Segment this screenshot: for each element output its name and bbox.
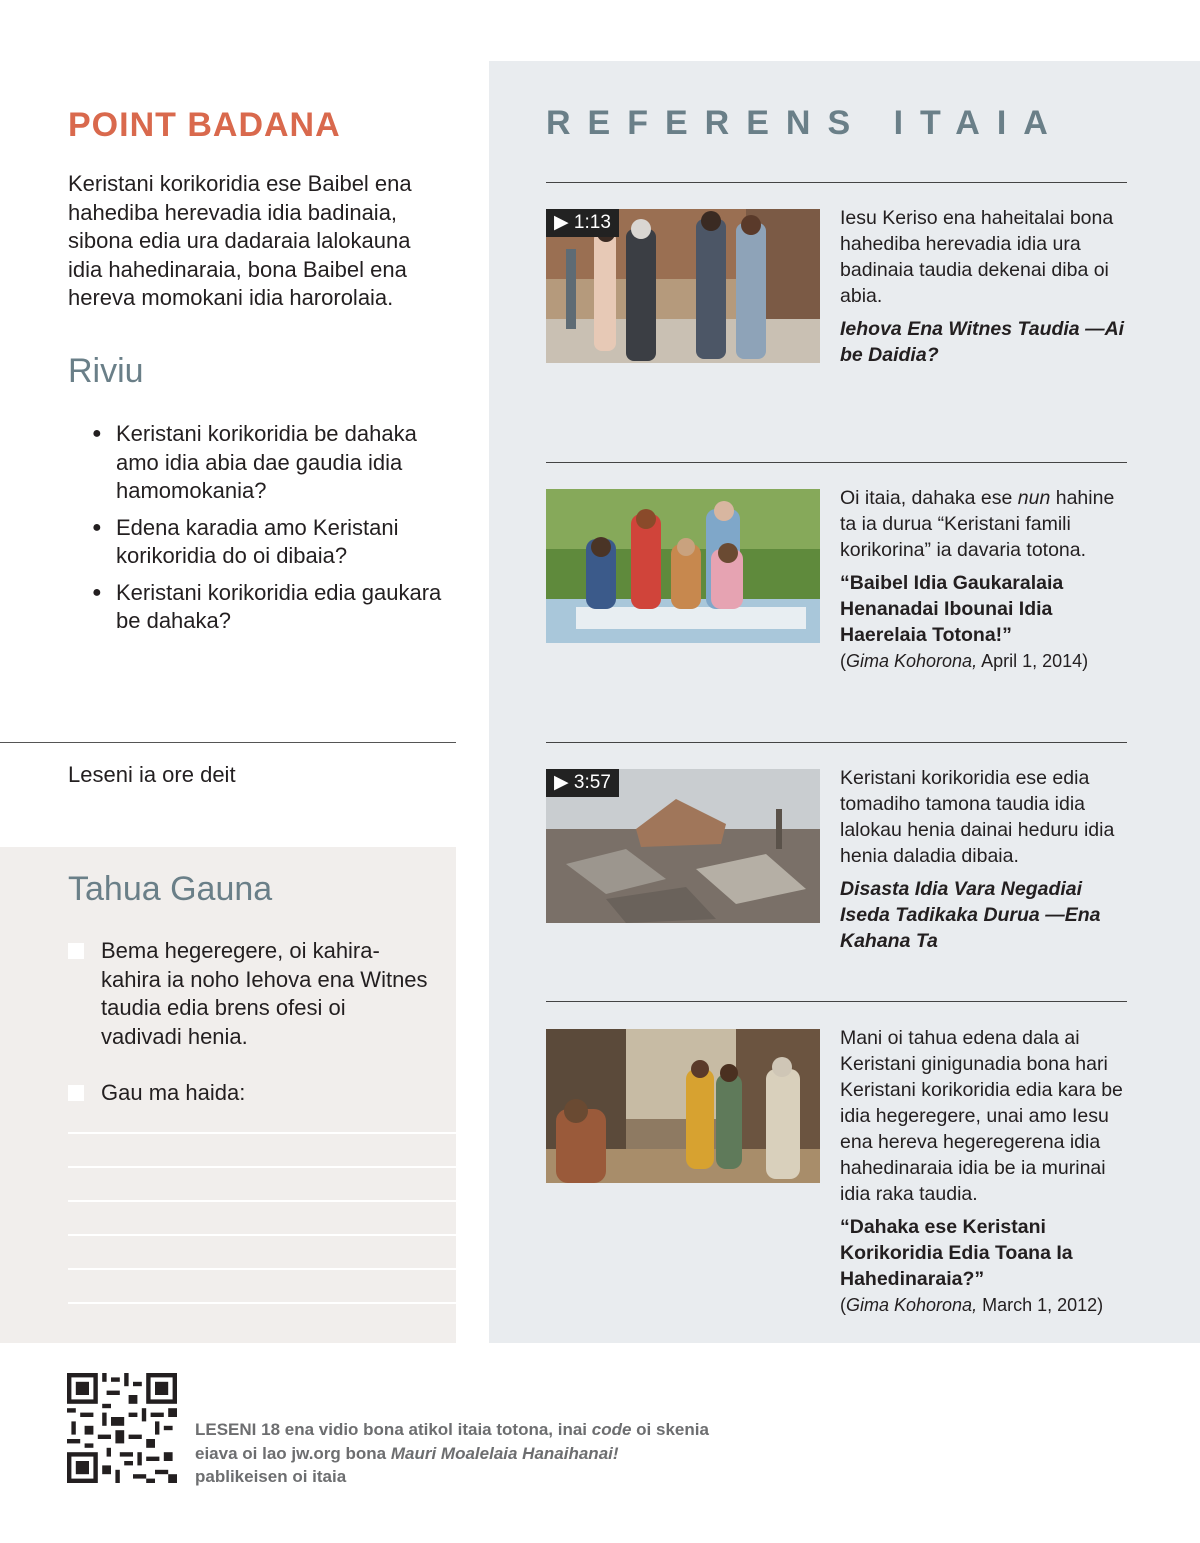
research-item[interactable]: Gau ma haida: xyxy=(68,1079,428,1108)
divider xyxy=(546,462,1127,463)
article-image[interactable] xyxy=(546,1029,820,1183)
video-duration: ▶ 1:13 xyxy=(546,209,619,237)
reference-description: Oi itaia, dahaka ese nun hahine ta ia durua “Keristani famili korikorina” ia davaria totona. xyxy=(840,487,1115,561)
writing-line[interactable] xyxy=(68,1268,456,1270)
family-meal-image xyxy=(546,489,820,643)
reference-source: (Gima Kohorona, April 1, 2014) xyxy=(840,651,1089,671)
reference-description: Keristani korikoridia ese edia tomadiho tamona taudia idia lalokau henia dainai heduru idia henia daladia dibaia. xyxy=(840,767,1115,867)
reference-title-link[interactable]: Disasta Idia Vara Negadiai Iseda Tadikaka Durua —Ena Kahana Ta xyxy=(840,878,1101,952)
writing-line[interactable] xyxy=(68,1302,456,1304)
qr-code[interactable] xyxy=(67,1373,177,1483)
reference-title-link[interactable]: Iehova Ena Witnes Taudia —Ai be Daidia? xyxy=(840,318,1125,366)
research-heading: Tahua Gauna xyxy=(68,870,273,908)
research-item[interactable]: Bema hegeregere, oi kahira-kahira ia noho Iehova ena Witnes taudia edia brens ofesi oi vadivadi henia. xyxy=(68,937,428,1051)
review-item: ● Edena karadia amo Keristani korikoridia do oi dibaia? xyxy=(92,514,399,568)
checkbox[interactable] xyxy=(68,1085,84,1101)
video-duration: ▶ 3:57 xyxy=(546,769,619,797)
review-item: ● Keristani korikoridia be dahaka amo idia abia dae gaudia idia hamomokania? xyxy=(92,421,417,503)
review-list xyxy=(92,420,442,644)
bullet-icon: ● xyxy=(92,425,102,442)
reference-title-link[interactable]: “Baibel Idia Gaukaralaia Henanadai Ibounai Idia Haerelaia Totona!” xyxy=(840,572,1064,646)
first-century-christians-image xyxy=(546,1029,820,1183)
reference-description: Iesu Keriso ena haheitalai bona hahediba herevadia idia ura badinaia taudia dekenai diba oi abia. xyxy=(840,207,1114,307)
article-image[interactable] xyxy=(546,489,820,643)
writing-line[interactable] xyxy=(68,1234,456,1236)
main-point-text: Keristani korikoridia ese Baibel ena hahediba herevadia idia badinaia, sibona edia ura dadaraia lalokauna idia hahedinaraia, bona Baibel ena hereva momokani idia harorolaia. xyxy=(68,171,412,310)
video-thumbnail[interactable] xyxy=(546,769,820,923)
review-heading: Riviu xyxy=(68,352,144,390)
lesson-complete-label[interactable]: Leseni ia ore deit xyxy=(68,762,236,787)
writing-line[interactable] xyxy=(68,1200,456,1202)
bullet-icon: ● xyxy=(92,583,102,601)
writing-line[interactable] xyxy=(68,1166,456,1168)
footer-note: LESENI 18 ena vidio bona atikol itaia totona, inai code oi skenia eiava oi lao jw.org bona Mauri Moalelaia Hanaihanai! pablikeisen oi itaia xyxy=(195,1420,709,1486)
divider xyxy=(546,742,1127,743)
checkbox[interactable] xyxy=(68,943,84,959)
divider xyxy=(546,182,1127,183)
divider xyxy=(0,742,456,743)
play-icon: ▶ xyxy=(554,212,569,233)
play-icon: ▶ xyxy=(554,772,569,793)
review-item: ● Keristani korikoridia edia gaukara be dahaka? xyxy=(92,579,442,633)
main-point-heading: POINT BADANA xyxy=(68,106,341,144)
writing-line[interactable] xyxy=(68,1132,456,1134)
video-thumbnail[interactable] xyxy=(546,209,820,363)
reference-title-link[interactable]: “Dahaka ese Keristani Korikoridia Edia Toana Ia Hahedinaraia?” xyxy=(840,1216,1073,1290)
bullet-icon: ● xyxy=(92,518,102,536)
divider xyxy=(546,1001,1127,1002)
reference-source: (Gima Kohorona, March 1, 2012) xyxy=(840,1295,1104,1315)
references-heading: REFERENS ITAIA xyxy=(546,104,1065,142)
reference-description: Mani oi tahua edena dala ai Keristani ginigunadia bona hari Keristani korikoridia edia kara be idia hegeregere, unai amo Iesu ena hereva hegeregerena idia hahedinaraia idia be ia murinai idia raka taudia. xyxy=(840,1027,1123,1205)
